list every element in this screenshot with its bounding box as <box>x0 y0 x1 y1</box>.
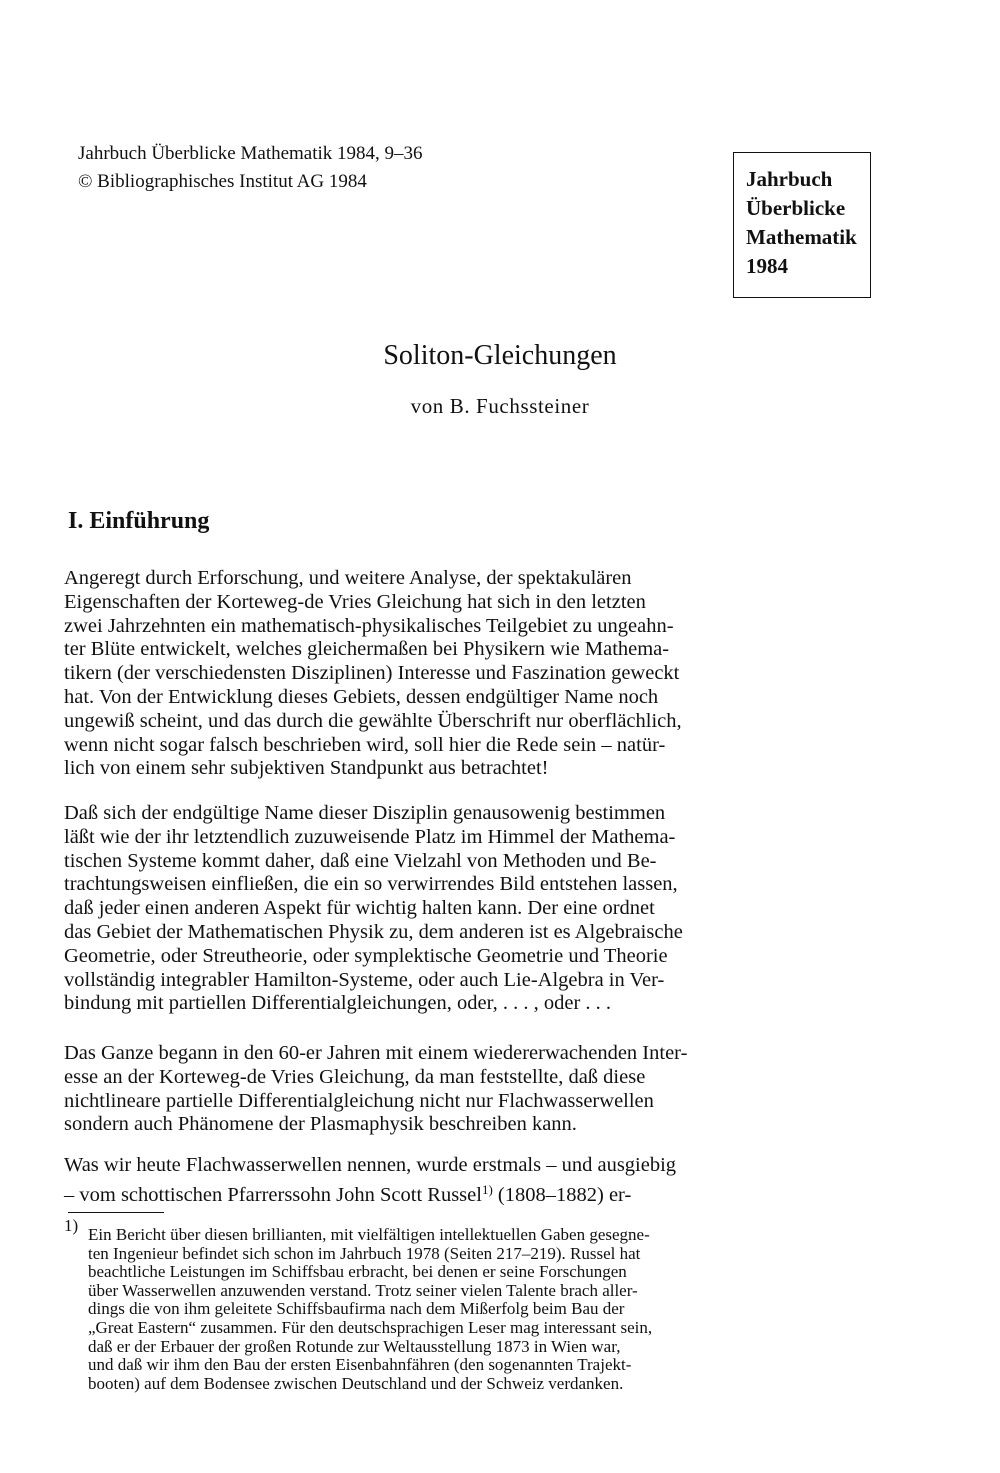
text-line: tischen Systeme kommt daher, daß eine Vielzahl von Methoden und Be- <box>64 849 657 872</box>
page-header <box>78 140 423 196</box>
text-line: zwei Jahrzehnten ein mathematisch-physikalisches Teilgebiet zu ungeahn- <box>64 614 674 637</box>
footnote-line: „Great Eastern“ zusammen. Für den deutschsprachigen Leser mag interessant sein, <box>88 1317 653 1337</box>
article-author: von B. Fuchssteiner <box>410 394 590 418</box>
text-line: tikern (der verschiedensten Disziplinen) Interesse und Faszination geweckt <box>64 662 680 685</box>
text-line: nichtlineare partielle Differentialgleichung nicht nur Flachwasserwellen <box>64 1089 654 1112</box>
text-line: ungewiß scheint, und das durch die gewählte Überschrift nur oberflächlich, <box>64 709 682 732</box>
section-heading: I. Einführung <box>68 508 210 534</box>
footnote <box>64 1218 652 1393</box>
text-line: Was wir heute Flachwasserwellen nennen, wurde erstmals – und ausgiebig <box>64 1154 677 1176</box>
text-line: bindung mit partiellen Differentialgleichungen, oder, . . . , oder . . . <box>64 992 612 1015</box>
text-line: trachtungsweisen einfließen, die ein so verwirrendes Bild entstehen lassen, <box>64 873 678 896</box>
series-box-line: 1984 <box>746 254 788 278</box>
text-line: esse an der Korteweg-de Vries Gleichung, da man feststellte, daß diese <box>64 1065 646 1088</box>
footnote-line: booten) auf dem Bodensee zwischen Deutschland und der Schweiz verdanken. <box>88 1373 624 1393</box>
text-fragment: (1808–1882) er- <box>492 1183 632 1206</box>
footnote-line: und daß wir ihm den Bau der ersten Eisenbahnfähren (den sogenannten Trajekt- <box>88 1355 632 1375</box>
text-line: lich von einem sehr subjektiven Standpunkt aus betrachtet! <box>64 757 549 780</box>
text-line: Das Ganze begann in den 60-er Jahren mit einem wiedererwachenden Inter- <box>64 1042 688 1064</box>
text-line: ter Blüte entwickelt, welches gleichermaßen bei Physikern wie Mathema- <box>64 638 670 661</box>
journal-citation: Jahrbuch Überblicke Mathematik 1984, 9–36 <box>78 143 423 164</box>
text-line: Daß sich der endgültige Name dieser Disziplin genausowenig bestimmen <box>64 802 666 824</box>
text-line: Geometrie, oder Streutheorie, oder symplektische Geometrie und Theorie <box>64 944 668 967</box>
paragraph-4 <box>64 1154 677 1206</box>
text-line: Eigenschaften der Korteweg-de Vries Gleichung hat sich in den letzten <box>64 590 646 613</box>
footnote-line: beachtliche Leistungen im Schiffsbau erbracht, bei denen er seine Forschungen <box>88 1262 627 1282</box>
series-box-line: Jahrbuch <box>746 167 833 191</box>
text-fragment: – vom schottischen Pfarrerssohn John Scott Russel <box>64 1183 482 1206</box>
series-box-line: Mathematik <box>746 225 857 249</box>
series-box <box>733 152 871 298</box>
text-line: läßt wie der ihr letztendlich zuzuweisende Platz im Himmel der Mathema- <box>64 825 676 848</box>
paragraph-1 <box>64 567 682 781</box>
series-box-line: Überblicke <box>746 196 846 220</box>
footnote-line: dings die von ihm geleitete Schiffsbaufirma nach dem Mißerfolg beim Bau der <box>88 1299 625 1319</box>
text-line: wenn nicht sogar falsch beschrieben wird, soll hier die Rede sein – natür- <box>64 733 666 756</box>
article-title: Soliton-Gleichungen <box>383 340 617 371</box>
text-line <box>64 1178 676 1206</box>
text-line: hat. Von der Entwicklung dieses Gebiets, dessen endgültiger Name noch <box>64 685 659 708</box>
footnote-line: über Wasserwellen anzuwenden verstand. Trotz seiner vielen Talente brach aller- <box>88 1280 638 1300</box>
footnote-marker: 1) <box>64 1216 79 1235</box>
text-line: Angeregt durch Erforschung, und weitere Analyse, der spektakulären <box>64 567 632 589</box>
footnote-divider <box>68 1212 164 1213</box>
footnote-line: Ein Bericht über diesen brillianten, mit vielfältigen intellektuellen Gaben gesegne- <box>88 1225 650 1244</box>
paragraph-2 <box>64 802 683 1016</box>
paragraph-3 <box>64 1042 687 1137</box>
footnote-reference[interactable]: 1) <box>481 1181 493 1197</box>
text-line: vollständig integrabler Hamilton-Systeme, oder auch Lie-Algebra in Ver- <box>64 968 665 991</box>
copyright-line: © Bibliographisches Institut AG 1984 <box>78 171 367 192</box>
footnote-line: ten Ingenieur befindet sich schon im Jahrbuch 1978 (Seiten 217–219). Russel hat <box>88 1243 641 1263</box>
text-line: sondern auch Phänomene der Plasmaphysik beschreiben kann. <box>64 1113 577 1136</box>
text-line: daß jeder einen anderen Aspekt für wichtig halten kann. Der eine ordnet <box>64 897 655 920</box>
footnote-line: daß er der Erbauer der großen Rotunde zur Weltausstellung 1873 in Wien war, <box>88 1336 621 1356</box>
text-line: das Gebiet der Mathematischen Physik zu, dem anderen ist es Algebraische <box>64 920 683 943</box>
